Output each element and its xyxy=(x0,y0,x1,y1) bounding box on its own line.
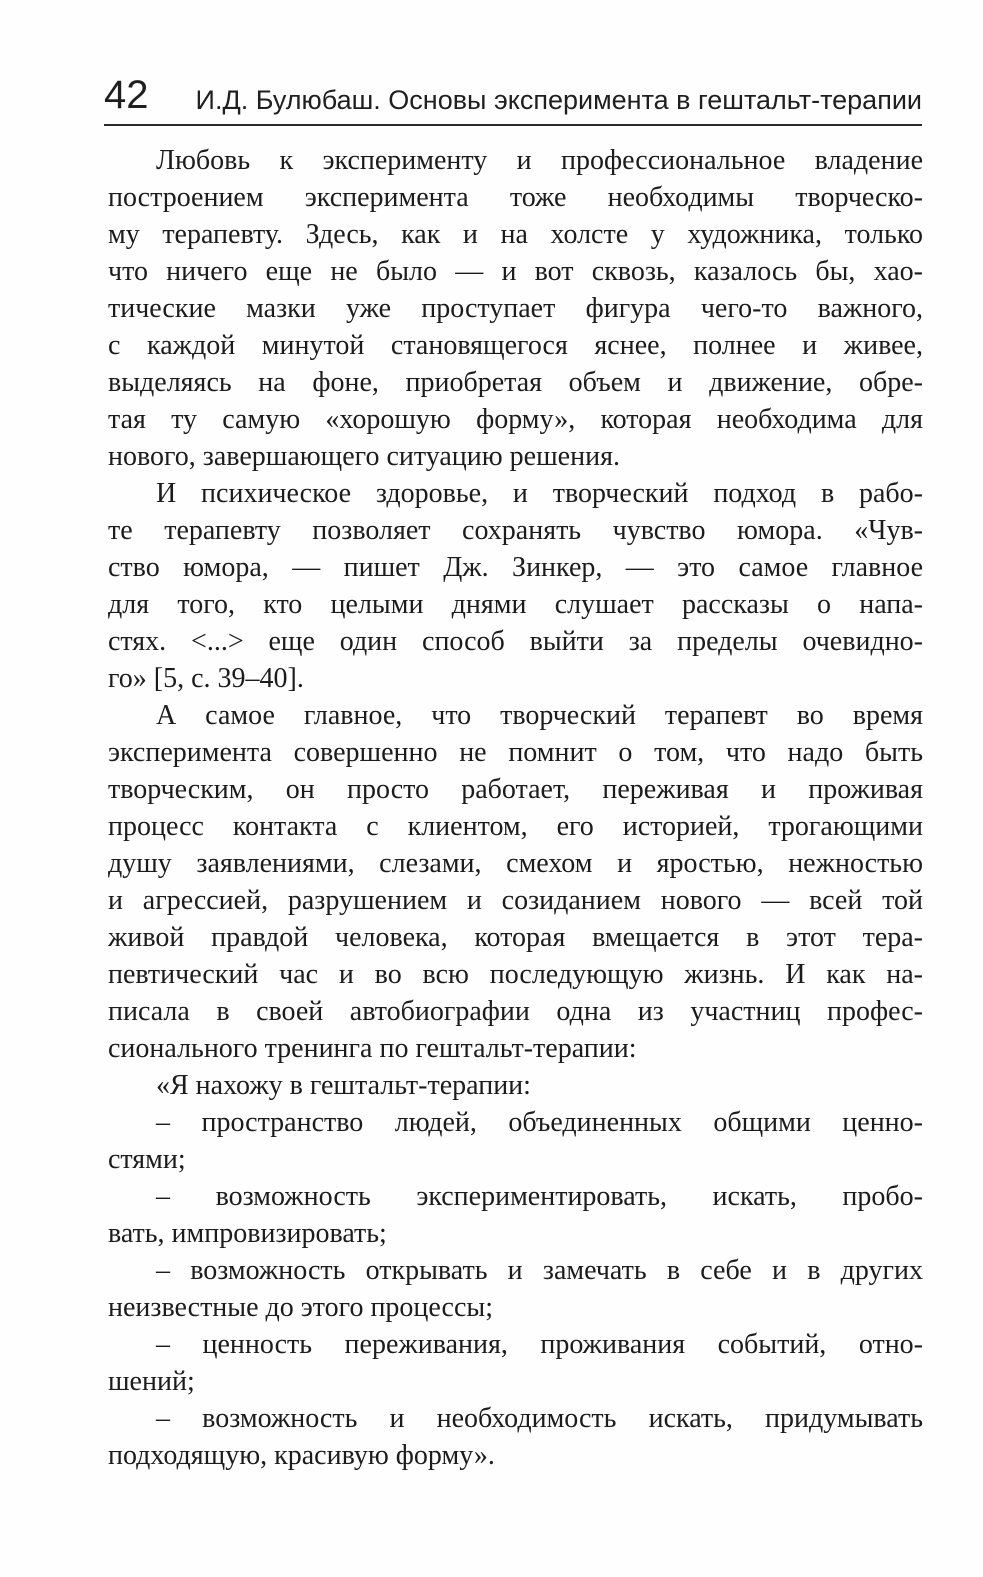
text-line: построением эксперимента тоже необходимы творческо- xyxy=(108,182,923,213)
text-line: выделяясь на фоне, приобретая объем и движение, обре- xyxy=(108,367,923,398)
text-line: живой правдой человека, которая вмещается в этот тера- xyxy=(108,922,923,953)
text-line: вать, импровизировать; xyxy=(108,1218,387,1249)
list-item xyxy=(108,1326,923,1400)
text-line: душу заявлениями, слезами, смехом и яростью, нежностью xyxy=(108,848,923,879)
text-line: для того, кто целыми днями слушает рассказы о напа- xyxy=(108,589,923,620)
text-line: – возможность открывать и замечать в себе и в других xyxy=(156,1255,923,1286)
list-item xyxy=(108,1178,923,1252)
text-line: те терапевту позволяет сохранять чувство юмора. «Чув- xyxy=(108,515,923,546)
body-text xyxy=(108,142,923,1474)
list-item xyxy=(108,1400,923,1474)
text-line: эксперимента совершенно не помнит о том, что надо быть xyxy=(108,737,923,768)
list-item xyxy=(108,1104,923,1178)
text-line: подходящую, красивую форму». xyxy=(108,1440,495,1471)
text-line: – пространство людей, объединенных общими ценно- xyxy=(156,1107,923,1138)
paragraph-humor xyxy=(108,475,923,697)
text-line: И психическое здоровье, и творческий подход в рабо- xyxy=(156,478,923,509)
text-line: му терапевту. Здесь, как и на холсте у художника, только xyxy=(108,219,923,250)
text-line: процесс контакта с клиентом, его историей, трогающими xyxy=(108,811,923,842)
paragraph-creative-therapist xyxy=(108,697,923,1067)
text-line: го» [5, с. 39–40]. xyxy=(108,663,304,694)
page-number: 42 xyxy=(104,73,149,117)
text-line: ство юмора, — пишет Дж. Зинкер, — это самое главное xyxy=(108,552,923,583)
text-line: – ценность переживания, проживания событий, отно- xyxy=(156,1329,923,1360)
text-line: тая ту самую «хорошую форму», которая необходима для xyxy=(108,404,923,435)
text-line: Любовь к эксперименту и профессиональное владение xyxy=(156,145,923,176)
paragraph-love-of-experiment xyxy=(108,142,923,475)
quote-intro xyxy=(108,1067,923,1104)
text-line: шений; xyxy=(108,1366,195,1397)
text-line: сионального тренинга по гештальт-терапии: xyxy=(108,1033,637,1064)
text-line: стях. <...> еще один способ выйти за пределы очевидно- xyxy=(108,626,923,657)
text-line: и агрессией, разрушением и созиданием нового — всей той xyxy=(108,885,923,916)
text-line: с каждой минутой становящегося яснее, полнее и живее, xyxy=(108,330,923,361)
list-item xyxy=(108,1252,923,1326)
text-line: тические мазки уже проступает фигура чего-то важного, xyxy=(108,293,923,324)
text-line: творческим, он просто работает, переживая и проживая xyxy=(108,774,923,805)
text-line: «Я нахожу в гештальт-терапии: xyxy=(156,1070,531,1101)
text-line: А самое главное, что творческий терапевт во время xyxy=(156,700,923,731)
text-line: нового, завершающего ситуацию решения. xyxy=(108,441,620,472)
text-line: неизвестные до этого процессы; xyxy=(108,1292,493,1323)
running-head xyxy=(104,70,922,126)
running-title: И.Д. Булюбаш. Основы эксперимента в гештальт-терапии xyxy=(195,85,922,115)
text-line: что ничего еще не было — и вот сквозь, казалось бы, хао- xyxy=(108,256,923,287)
text-line: певтический час и во всю последующую жизнь. И как на- xyxy=(108,959,923,990)
text-line: – возможность экспериментировать, искать, пробо- xyxy=(156,1181,923,1212)
text-line: – возможность и необходимость искать, придумывать xyxy=(156,1403,923,1434)
text-line: писала в своей автобиографии одна из участниц профес- xyxy=(108,996,923,1027)
text-line: стями; xyxy=(108,1144,186,1175)
